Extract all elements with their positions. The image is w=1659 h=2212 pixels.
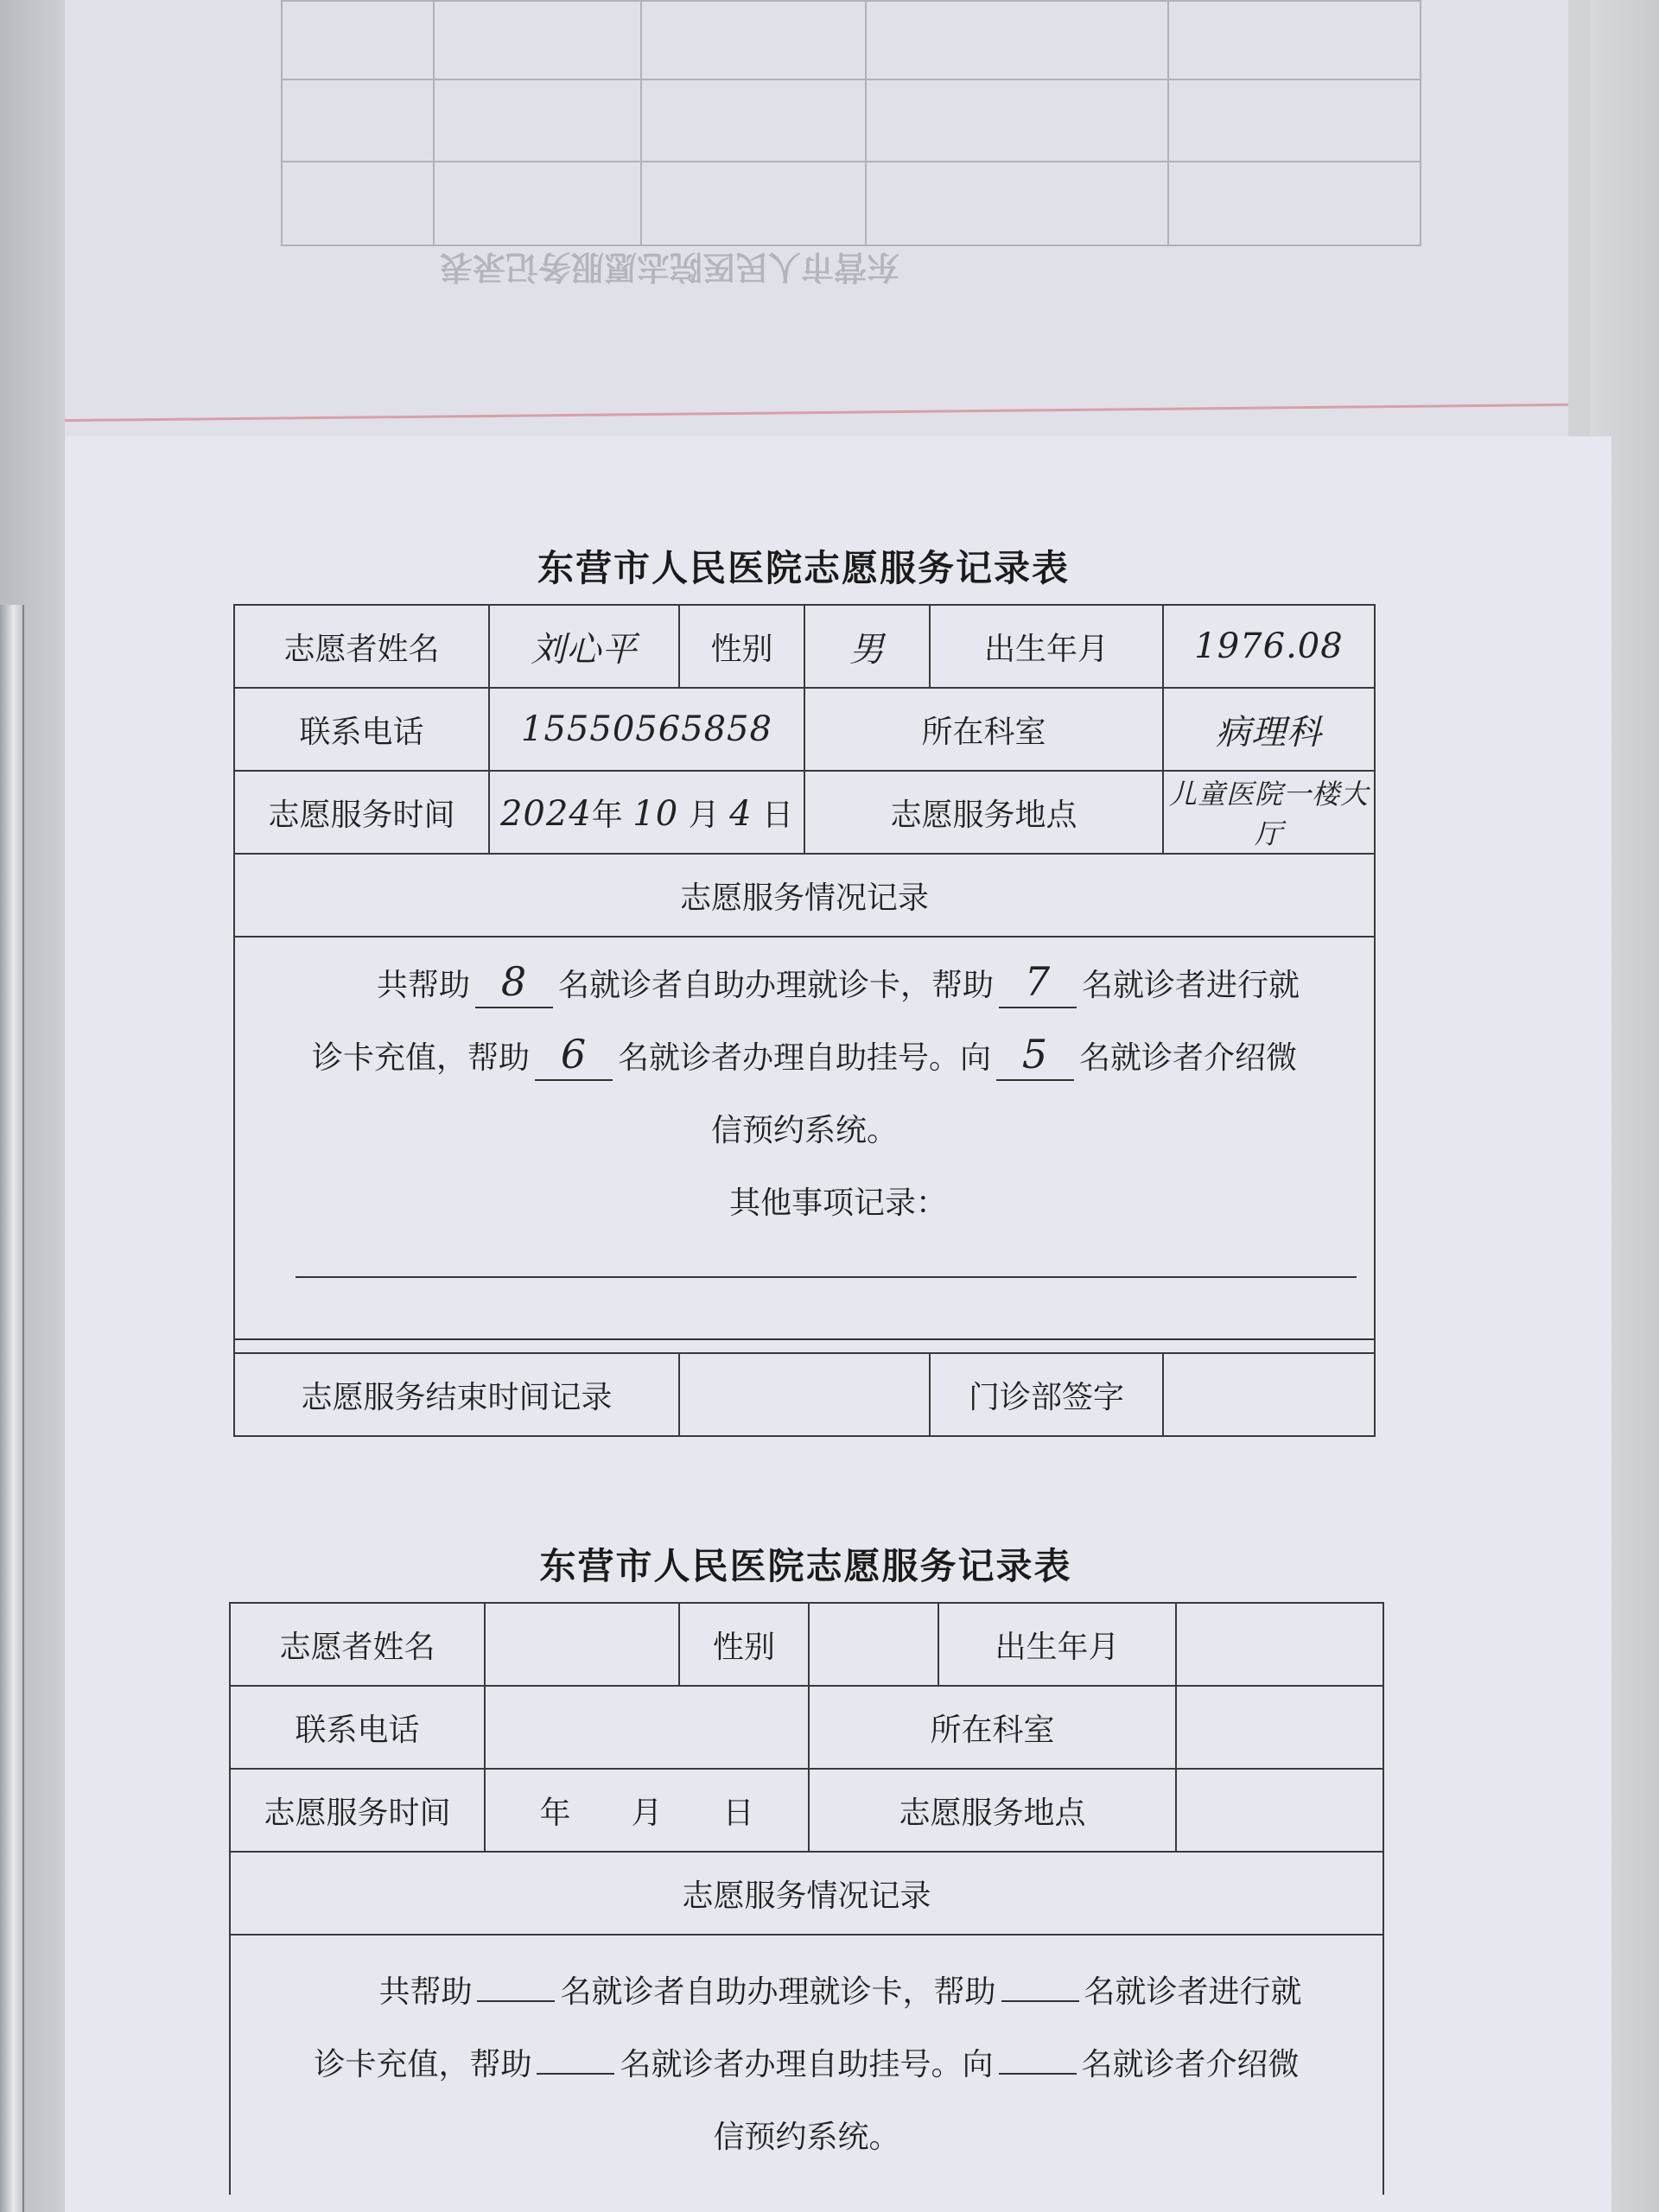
value-gender[interactable]: 男 <box>804 605 930 688</box>
label-phone: 联系电话 <box>234 688 489 771</box>
value-gender-2[interactable] <box>809 1603 938 1686</box>
value-volunteer-name[interactable]: 刘心平 <box>489 605 679 688</box>
paper-stack-edge <box>0 605 24 2212</box>
label-end-time: 志愿服务结束时间记录 <box>234 1353 679 1436</box>
label-service-time-2: 志愿服务时间 <box>230 1769 485 1852</box>
blank-registration-2[interactable] <box>537 2073 614 2075</box>
previous-page-ghost-table <box>281 0 1421 246</box>
record-sheet-page <box>65 436 1611 2212</box>
blank-card-recharge-2[interactable] <box>1001 2000 1079 2002</box>
service-record-body: 共帮助 8 名就诊者自助办理就诊卡，帮助 7 名就诊者进行就 诊卡充值，帮助 6 名就诊者办理自助挂号。向 5 名就诊者介绍微 信预约系统。 其他事项记录： <box>234 937 1375 1353</box>
section-service-record: 志愿服务情况记录 <box>234 854 1375 937</box>
record-table-2 <box>229 1602 1384 2195</box>
label-gender: 性别 <box>679 605 804 688</box>
value-department[interactable]: 病理科 <box>1163 688 1375 771</box>
label-birth: 出生年月 <box>930 605 1163 688</box>
value-service-date[interactable]: 2024年 10 月 4 日 <box>489 771 804 854</box>
section-service-record-2: 志愿服务情况记录 <box>230 1852 1383 1935</box>
value-phone-2[interactable] <box>485 1686 809 1769</box>
label-service-place: 志愿服务地点 <box>804 771 1163 854</box>
value-end-time[interactable] <box>679 1353 930 1436</box>
blank-registration[interactable]: 6 <box>535 1033 613 1081</box>
record-form-blank <box>229 1538 1382 2195</box>
blank-wechat[interactable]: 5 <box>996 1033 1074 1081</box>
value-phone[interactable]: 15550565858 <box>489 688 804 771</box>
record-table <box>233 604 1376 1437</box>
label-volunteer-name: 志愿者姓名 <box>234 605 489 688</box>
blank-card-recharge[interactable]: 7 <box>999 961 1077 1008</box>
previous-page-ghost-title: 东营市人民医院志愿服务记录表 <box>440 248 900 287</box>
value-department-2[interactable] <box>1176 1686 1383 1769</box>
label-service-place-2: 志愿服务地点 <box>809 1769 1176 1852</box>
value-birth[interactable]: 1976.08 <box>1163 605 1375 688</box>
form-title: 东营市人民医院志愿服务记录表 <box>537 547 1070 589</box>
blank-card-issue[interactable]: 8 <box>475 961 553 1008</box>
label-volunteer-name-2: 志愿者姓名 <box>230 1603 485 1686</box>
label-department-2: 所在科室 <box>809 1686 1176 1769</box>
label-phone-2: 联系电话 <box>230 1686 485 1769</box>
other-notes-label: 其他事项记录： <box>728 1185 947 1221</box>
label-birth-2: 出生年月 <box>938 1603 1176 1686</box>
blank-wechat-2[interactable] <box>999 2073 1077 2075</box>
value-service-place[interactable]: 儿童医院一楼大厅 <box>1163 771 1375 854</box>
label-service-time: 志愿服务时间 <box>234 771 489 854</box>
value-volunteer-name-2[interactable] <box>485 1603 679 1686</box>
value-service-date-2[interactable]: 年 月 日 <box>485 1769 809 1852</box>
label-gender-2: 性别 <box>679 1603 809 1686</box>
notes-line-1[interactable] <box>296 1274 1357 1278</box>
previous-page-flipped <box>65 0 1568 436</box>
value-service-place-2[interactable] <box>1176 1769 1383 1852</box>
blank-card-issue-2[interactable] <box>477 2000 555 2002</box>
notes-line-2[interactable] <box>235 1337 1374 1340</box>
value-signature[interactable] <box>1163 1353 1375 1436</box>
value-birth-2[interactable] <box>1176 1603 1383 1686</box>
record-form-filled <box>233 540 1374 1437</box>
service-record-body-2: 共帮助 名就诊者自助办理就诊卡，帮助 名就诊者进行就 诊卡充值，帮助 名就诊者办理自助挂号。向 名就诊者介绍微 信预约系统。 <box>230 1935 1383 2195</box>
form-title-2: 东营市人民医院志愿服务记录表 <box>539 1545 1072 1587</box>
label-signature: 门诊部签字 <box>930 1353 1163 1436</box>
label-department: 所在科室 <box>804 688 1163 771</box>
